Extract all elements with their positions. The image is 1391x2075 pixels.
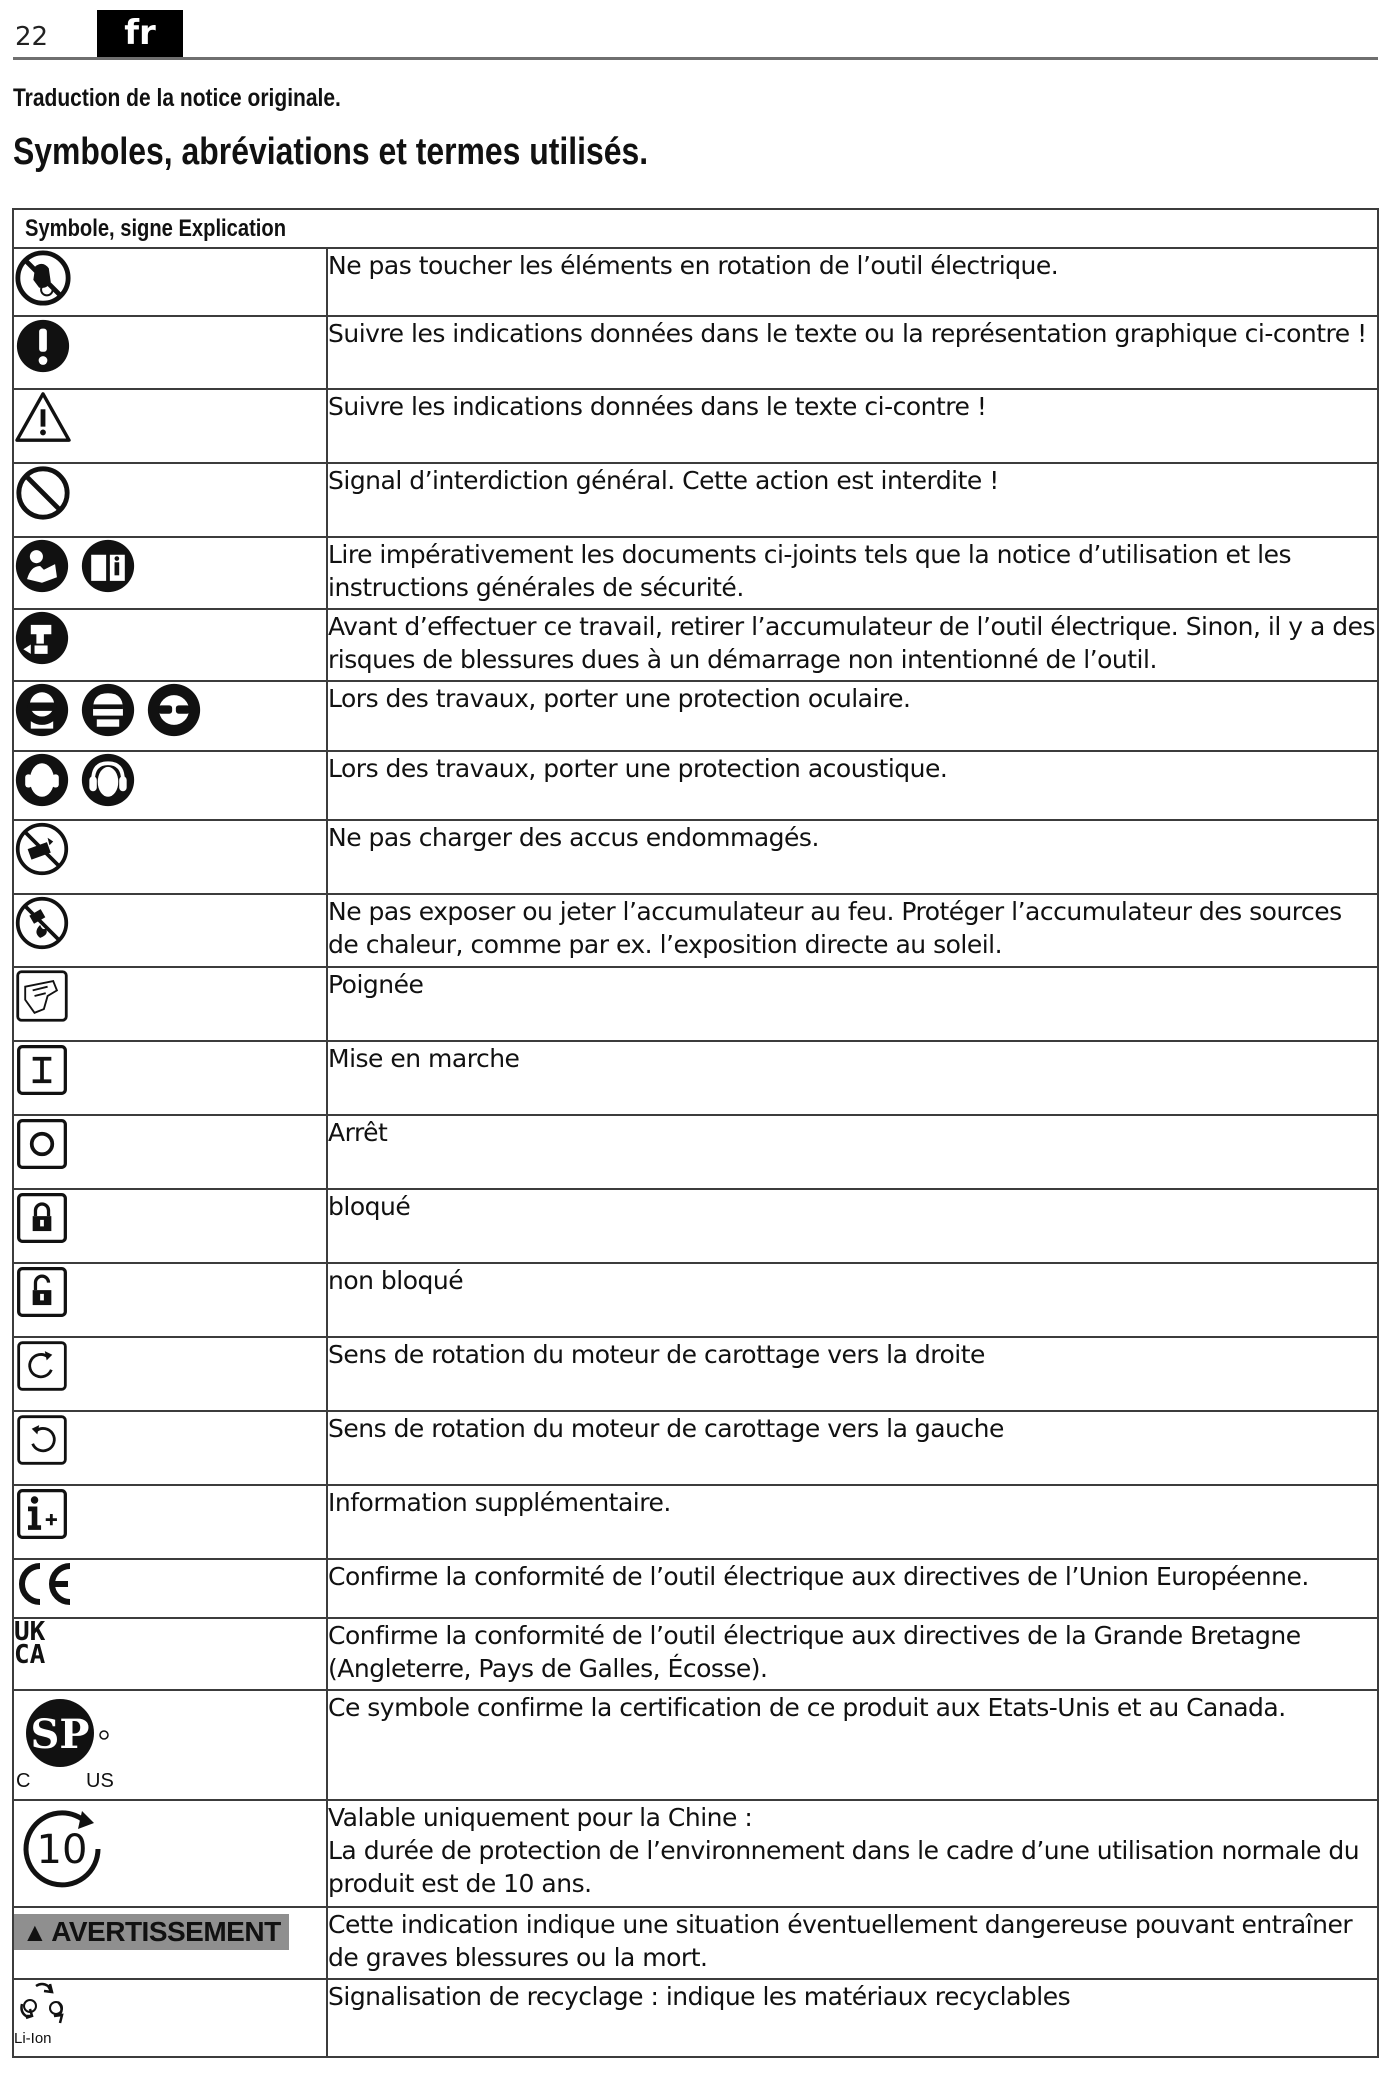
ukca-mark-icon: [14, 1617, 46, 1670]
unlocked-icon: [14, 1264, 70, 1320]
explanation-text: Lors des travaux, porter une protection acoustique.: [327, 751, 1378, 820]
avertissement-text: AVERTISSEMENT: [51, 1916, 281, 1947]
explanation-text: Signalisation de recyclage : indique les matériaux recyclables: [327, 1979, 1378, 2057]
table-row: [13, 1337, 1378, 1411]
explanation-text: Suivre les indications données dans le texte ci-contre !: [327, 389, 1378, 463]
table-row: [13, 1041, 1378, 1115]
table-row: [13, 1411, 1378, 1485]
rotation-left-icon: [14, 1412, 70, 1468]
ear-muffs-icon: [80, 752, 136, 808]
explanation-text: Mise en marche: [327, 1041, 1378, 1115]
symbol-cell: [13, 751, 327, 820]
locked-icon: [14, 1190, 70, 1246]
explanation-text: Sens de rotation du moteur de carottage vers la gauche: [327, 1411, 1378, 1485]
symbol-cell: [13, 1189, 327, 1263]
table-row: [13, 820, 1378, 894]
warning-triangle-icon: ▲: [22, 1917, 48, 1947]
explanation-text: Ne pas charger des accus endommagés.: [327, 820, 1378, 894]
ukca-top-text: UK: [14, 1617, 46, 1647]
symbol-cell: [13, 463, 327, 537]
explanation-text: bloqué: [327, 1189, 1378, 1263]
symbol-cell: [13, 1411, 327, 1485]
recycling-li-ion-icon: [14, 1980, 74, 2047]
table-row: [13, 463, 1378, 537]
explanation-text: Valable uniquement pour la Chine : La durée de protection de l’environnement dans le cadre d’une utilisation normale du produit est de 10 ans.: [327, 1800, 1378, 1907]
symbol-cell: [13, 1337, 327, 1411]
explanation-text: Ne pas exposer ou jeter l’accumulateur au feu. Protéger l’accumulateur des sources de chaleur, comme par ex. l’exposition directe au soleil.: [327, 894, 1378, 967]
page-title: Symboles, abréviations et termes utilisés.: [13, 131, 649, 173]
symbol-cell: [13, 1559, 327, 1618]
explanation-text: Confirme la conformité de l’outil électrique aux directives de la Grande Bretagne (Angleterre, Pays de Galles, Écosse).: [327, 1618, 1378, 1690]
csa-us-text: US: [86, 1770, 114, 1789]
table-row: [13, 751, 1378, 820]
table-row: [13, 1559, 1378, 1618]
warning-triangle-icon: [14, 390, 72, 444]
switch-off-icon: [14, 1116, 70, 1172]
csa-c-text: C: [16, 1770, 31, 1789]
info-book-icon: [80, 538, 136, 594]
symbol-cell: [13, 389, 327, 463]
symbol-cell: [13, 967, 327, 1041]
table-row: [13, 1263, 1378, 1337]
handle-icon: [14, 968, 70, 1024]
explanation-text: Avant d’effectuer ce travail, retirer l’accumulateur de l’outil électrique. Sinon, il y a des risques de blessures dues à un démarrage non intentionné de l’outil.: [327, 609, 1378, 681]
symbol-cell: [13, 820, 327, 894]
table-row: [13, 1979, 1378, 2057]
csa-sp-text: SP: [30, 1711, 90, 1758]
switch-on-icon: [14, 1042, 70, 1098]
subtitle: Traduction de la notice originale.: [13, 84, 341, 112]
symbol-cell: [13, 1485, 327, 1559]
page-header: [13, 10, 1378, 60]
explanation-text: Lors des travaux, porter une protection oculaire.: [327, 681, 1378, 751]
symbol-cell: [13, 1115, 327, 1189]
table-row: [13, 1115, 1378, 1189]
explanation-text: Cette indication indique une situation éventuellement dangereuse pouvant entraîner de graves blessures ou la mort.: [327, 1907, 1378, 1979]
table-row: [13, 248, 1378, 316]
no-fire-battery-icon: [14, 895, 70, 951]
symbol-cell: [13, 248, 327, 316]
explanation-text: Suivre les indications données dans le texte ou la représentation graphique ci-contre !: [327, 316, 1378, 389]
read-manual-icon: [14, 538, 70, 594]
goggles-icon: [14, 682, 70, 738]
mandatory-exclamation-icon: [14, 317, 72, 375]
symbol-cell: [13, 894, 327, 967]
explanation-text: Lire impérativement les documents ci-joints tels que la notice d’utilisation et les instructions générales de sécurité.: [327, 537, 1378, 609]
table-row: [13, 316, 1378, 389]
info-plus-icon: [14, 1486, 70, 1542]
table-row: [13, 1690, 1378, 1800]
table-row: [13, 1189, 1378, 1263]
explanation-text: Sens de rotation du moteur de carottage vers la droite: [327, 1337, 1378, 1411]
explanation-text: Signal d’interdiction général. Cette action est interdite !: [327, 463, 1378, 537]
symbol-cell: [13, 1263, 327, 1337]
table-row: [13, 967, 1378, 1041]
table-row: [13, 1485, 1378, 1559]
explanation-text: Arrêt: [327, 1115, 1378, 1189]
ukca-bottom-text: CA: [14, 1640, 46, 1670]
csa-mark-icon: [14, 1691, 124, 1789]
prohibition-icon: [14, 464, 72, 522]
avertissement-label: [14, 1914, 289, 1950]
page-number: 22: [15, 22, 49, 52]
table-row: [13, 609, 1378, 681]
li-ion-text: Li-Ion: [14, 2030, 52, 2047]
explanation-text: non bloqué: [327, 1263, 1378, 1337]
table-row: [13, 389, 1378, 463]
symbol-cell: [13, 1800, 327, 1907]
ear-protection-icon: [14, 752, 70, 808]
explanation-text: Ce symbole confirme la certification de ce produit aux Etats-Unis et au Canada.: [327, 1690, 1378, 1800]
explanation-text: Poignée: [327, 967, 1378, 1041]
rotation-right-icon: [14, 1338, 70, 1394]
symbol-cell: [13, 1907, 327, 1979]
remove-battery-icon: [14, 610, 70, 666]
ce-mark-icon: [14, 1560, 76, 1608]
table-row: [13, 894, 1378, 967]
table-header-row: [13, 209, 1378, 248]
symbol-cell: [13, 609, 327, 681]
language-badge: fr: [97, 10, 183, 57]
table-row: [13, 1907, 1378, 1979]
china-efup-10-icon: [14, 1801, 110, 1897]
table-row: [13, 1800, 1378, 1907]
symbol-cell: [13, 316, 327, 389]
table-row: [13, 681, 1378, 751]
no-charge-damaged-battery-icon: [14, 821, 70, 877]
explanation-text: Information supplémentaire.: [327, 1485, 1378, 1559]
symbol-cell: [13, 681, 327, 751]
no-touch-rotating-icon: [14, 249, 72, 307]
table-header: Symbole, signe Explication: [13, 209, 1378, 248]
symbol-cell: [13, 1041, 327, 1115]
face-shield-icon: [80, 682, 136, 738]
explanation-text: Ne pas toucher les éléments en rotation de l’outil électrique.: [327, 248, 1378, 316]
symbol-cell: [13, 1979, 327, 2057]
efup-number: 10: [36, 1827, 88, 1873]
explanation-text: Confirme la conformité de l’outil électrique aux directives de l’Union Européenne.: [327, 1559, 1378, 1618]
symbol-cell: [13, 1690, 327, 1800]
table-row: [13, 1618, 1378, 1690]
symbol-cell: [13, 1618, 327, 1690]
safety-glasses-icon: [146, 682, 202, 738]
symbol-cell: [13, 537, 327, 609]
symbols-table: [12, 208, 1379, 2058]
table-row: [13, 537, 1378, 609]
